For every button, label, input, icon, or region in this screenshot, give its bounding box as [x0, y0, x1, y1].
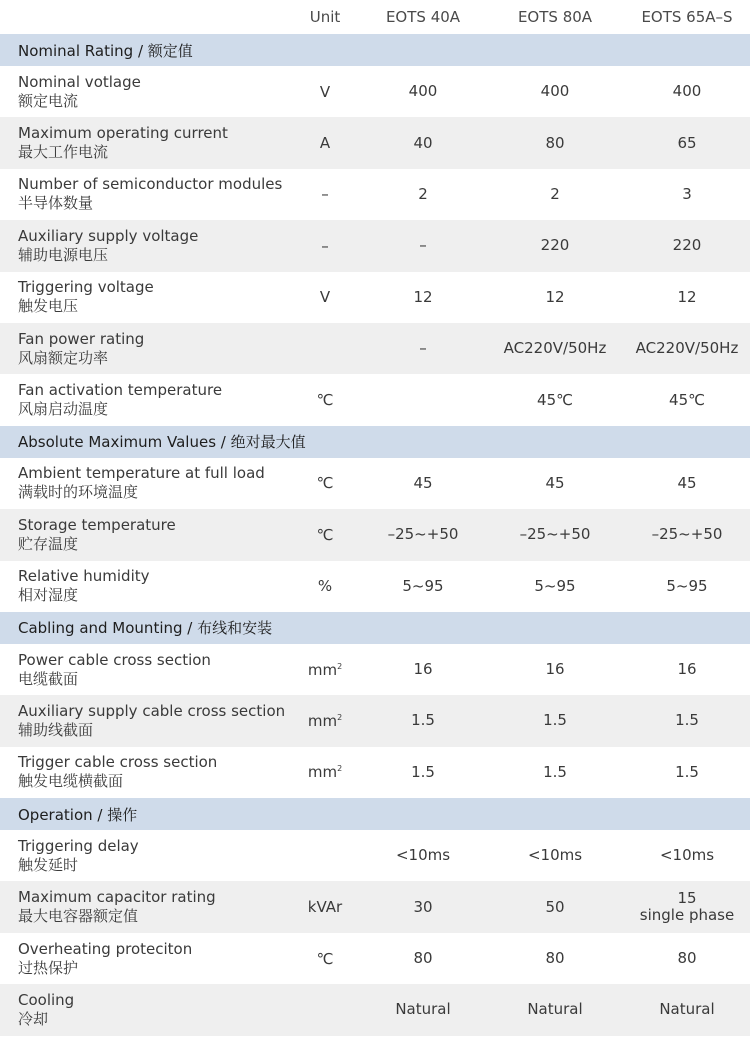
row-value: 45 [545, 473, 565, 492]
row-value: 12 [545, 287, 565, 306]
row-value: <10ms [395, 846, 451, 865]
row-unit [290, 237, 360, 255]
table-header [0, 0, 750, 34]
row-value: Natural [659, 1000, 715, 1019]
row-value: 40 [413, 133, 433, 152]
row-value: 50 [545, 897, 565, 916]
row-label-zh: 最大电容器额定值 [18, 907, 139, 926]
row-label-zh: 半导体数量 [18, 194, 94, 213]
row-label [0, 73, 290, 111]
row-label [0, 227, 290, 265]
row-value: 1.5 [543, 762, 567, 781]
row-value: Natural [395, 1000, 451, 1019]
row-unit [290, 577, 360, 595]
row-label-zh: 触发电缆横截面 [18, 772, 124, 791]
row-label [0, 991, 290, 1029]
row-unit [290, 185, 360, 203]
table-row [0, 323, 750, 374]
row-label-zh: 冷却 [18, 1009, 49, 1028]
row-value: 45℃ [669, 390, 705, 409]
row-label-en: Power cable cross section [18, 650, 211, 669]
row-label-zh: 风扇额定功率 [18, 348, 109, 367]
row-label-en: Nominal votlage [18, 72, 141, 91]
section-header: Absolute Maximum Values / 绝对最大值 [0, 426, 750, 458]
row-label-zh: 电缆截面 [18, 669, 79, 688]
row-unit [290, 526, 360, 544]
row-label-zh: 过热保护 [18, 958, 79, 977]
header-eots-65a-s: EOTS 65A–S [641, 7, 733, 26]
row-unit-text: ℃ [316, 949, 334, 968]
row-label-en: Trigger cable cross section [18, 753, 218, 772]
table-row [0, 984, 750, 1035]
row-label [0, 464, 290, 502]
section-header: Cabling and Mounting / 布线和安装 [0, 612, 750, 644]
row-value: 1.5 [411, 762, 435, 781]
row-value: 45 [413, 473, 433, 492]
table-row [0, 881, 750, 932]
row-unit [290, 134, 360, 152]
row-label-en: Fan power rating [18, 329, 145, 348]
row-unit-text: mm [307, 660, 338, 679]
row-label-en: Maximum capacitor rating [18, 888, 216, 907]
row-label-en: Fan activation temperature [18, 381, 223, 400]
row-value: 1.5 [675, 711, 699, 730]
row-value: 1.5 [675, 762, 699, 781]
row-value: –25~+50 [651, 525, 723, 544]
row-label [0, 888, 290, 926]
table-row [0, 747, 750, 798]
row-value: 16 [413, 660, 433, 679]
row-label [0, 516, 290, 554]
table-row [0, 374, 750, 425]
row-unit-text: % [317, 577, 333, 596]
row-value: 5~95 [402, 576, 444, 595]
row-label-zh: 辅助电源电压 [18, 245, 109, 264]
row-label [0, 278, 290, 316]
header-eots-40a: EOTS 40A [385, 7, 461, 26]
row-unit [290, 950, 360, 968]
row-label-en: Number of semiconductor modules [18, 175, 283, 194]
row-value: – [419, 236, 427, 255]
row-value: – [419, 339, 427, 358]
row-value: 1.5 [543, 711, 567, 730]
row-value: 3 [682, 184, 692, 203]
row-value: 80 [413, 949, 433, 968]
row-value: Natural [527, 1000, 583, 1019]
row-unit-text: – [321, 185, 329, 204]
row-label [0, 124, 290, 162]
row-label [0, 651, 290, 689]
table-row [0, 220, 750, 271]
row-value: 220 [672, 236, 702, 255]
table-row [0, 644, 750, 695]
row-unit-text: ℃ [316, 474, 334, 493]
row-label [0, 330, 290, 368]
row-unit [290, 474, 360, 492]
table-row [0, 830, 750, 881]
row-value: 5~95 [534, 576, 576, 595]
section-header: Operation / 操作 [0, 798, 750, 830]
row-value: 2 [418, 184, 428, 203]
row-value: 16 [545, 660, 565, 679]
row-label-en: Auxiliary supply cable cross section [18, 701, 286, 720]
row-label-zh: 贮存温度 [18, 534, 79, 553]
row-unit-text: mm [307, 763, 338, 782]
row-label-en: Triggering voltage [18, 278, 154, 297]
row-value: 45℃ [537, 390, 573, 409]
table-row [0, 561, 750, 612]
row-label [0, 381, 290, 419]
row-value: 30 [413, 897, 433, 916]
section-header: Nominal Rating / 额定值 [0, 34, 750, 66]
row-label-en: Triggering delay [18, 836, 139, 855]
row-value: 220 [540, 236, 570, 255]
row-value: <10ms [659, 846, 715, 865]
row-unit-text: kVAr [307, 898, 343, 917]
row-unit [290, 898, 360, 916]
row-label [0, 702, 290, 740]
row-label-zh: 最大工作电流 [18, 143, 109, 162]
row-value: 2 [550, 184, 560, 203]
row-label-en: Auxiliary supply voltage [18, 226, 199, 245]
table-row [0, 272, 750, 323]
row-value: 400 [408, 82, 438, 101]
row-label-zh: 额定电流 [18, 91, 79, 110]
row-label-zh: 触发延时 [18, 855, 79, 874]
row-unit [290, 661, 360, 679]
row-label-en: Storage temperature [18, 515, 176, 534]
row-label-zh: 相对湿度 [18, 586, 79, 605]
row-value: –25~+50 [387, 525, 459, 544]
row-value: 65 [677, 133, 697, 152]
row-label [0, 837, 290, 875]
row-label [0, 567, 290, 605]
table-row [0, 695, 750, 746]
row-label-zh: 触发电压 [18, 297, 79, 316]
row-unit-text: ℃ [316, 391, 334, 410]
table-row [0, 66, 750, 117]
row-value: 45 [677, 473, 697, 492]
row-unit-text: V [319, 288, 331, 307]
table-row [0, 933, 750, 984]
row-unit-text: ℃ [316, 525, 334, 544]
row-unit-superscript: 2 [337, 764, 343, 774]
row-label-zh: 风扇启动温度 [18, 400, 109, 419]
row-label-en: Maximum operating current [18, 124, 228, 143]
row-value: 80 [545, 133, 565, 152]
row-unit [290, 391, 360, 409]
row-value: 15 single phase [639, 889, 735, 925]
table-body [0, 34, 750, 1036]
row-value: 80 [545, 949, 565, 968]
row-label [0, 940, 290, 978]
row-value: 12 [677, 287, 697, 306]
row-unit-superscript: 2 [337, 661, 343, 671]
table-row [0, 117, 750, 168]
table-row [0, 509, 750, 560]
row-value: 80 [677, 949, 697, 968]
row-value: <10ms [527, 846, 583, 865]
row-value: 5~95 [666, 576, 708, 595]
row-value: 1.5 [411, 711, 435, 730]
row-value: 12 [413, 287, 433, 306]
row-unit-superscript: 2 [337, 712, 343, 722]
row-value: AC220V/50Hz [503, 339, 607, 358]
row-value: 16 [677, 660, 697, 679]
row-label-zh: 辅助线截面 [18, 720, 94, 739]
row-value: 400 [540, 82, 570, 101]
row-label-en: Cooling [18, 990, 75, 1009]
row-unit [290, 83, 360, 101]
row-unit-text: V [319, 82, 331, 101]
row-unit-text: – [321, 236, 329, 255]
row-unit-text: A [319, 134, 331, 153]
row-label [0, 753, 290, 791]
row-label-en: Ambient temperature at full load [18, 464, 265, 483]
table-row [0, 169, 750, 220]
header-unit: Unit [309, 8, 341, 26]
row-label-zh: 满载时的环境温度 [18, 483, 139, 502]
row-label-en: Relative humidity [18, 567, 150, 586]
row-unit [290, 712, 360, 730]
row-unit [290, 763, 360, 781]
row-unit [290, 288, 360, 306]
table-row [0, 458, 750, 509]
row-value: 400 [672, 82, 702, 101]
row-unit-text: mm [307, 711, 338, 730]
row-value: AC220V/50Hz [635, 339, 739, 358]
header-eots-80a: EOTS 80A [517, 7, 593, 26]
row-value: –25~+50 [519, 525, 591, 544]
row-label-en: Overheating proteciton [18, 939, 193, 958]
row-label [0, 175, 290, 213]
